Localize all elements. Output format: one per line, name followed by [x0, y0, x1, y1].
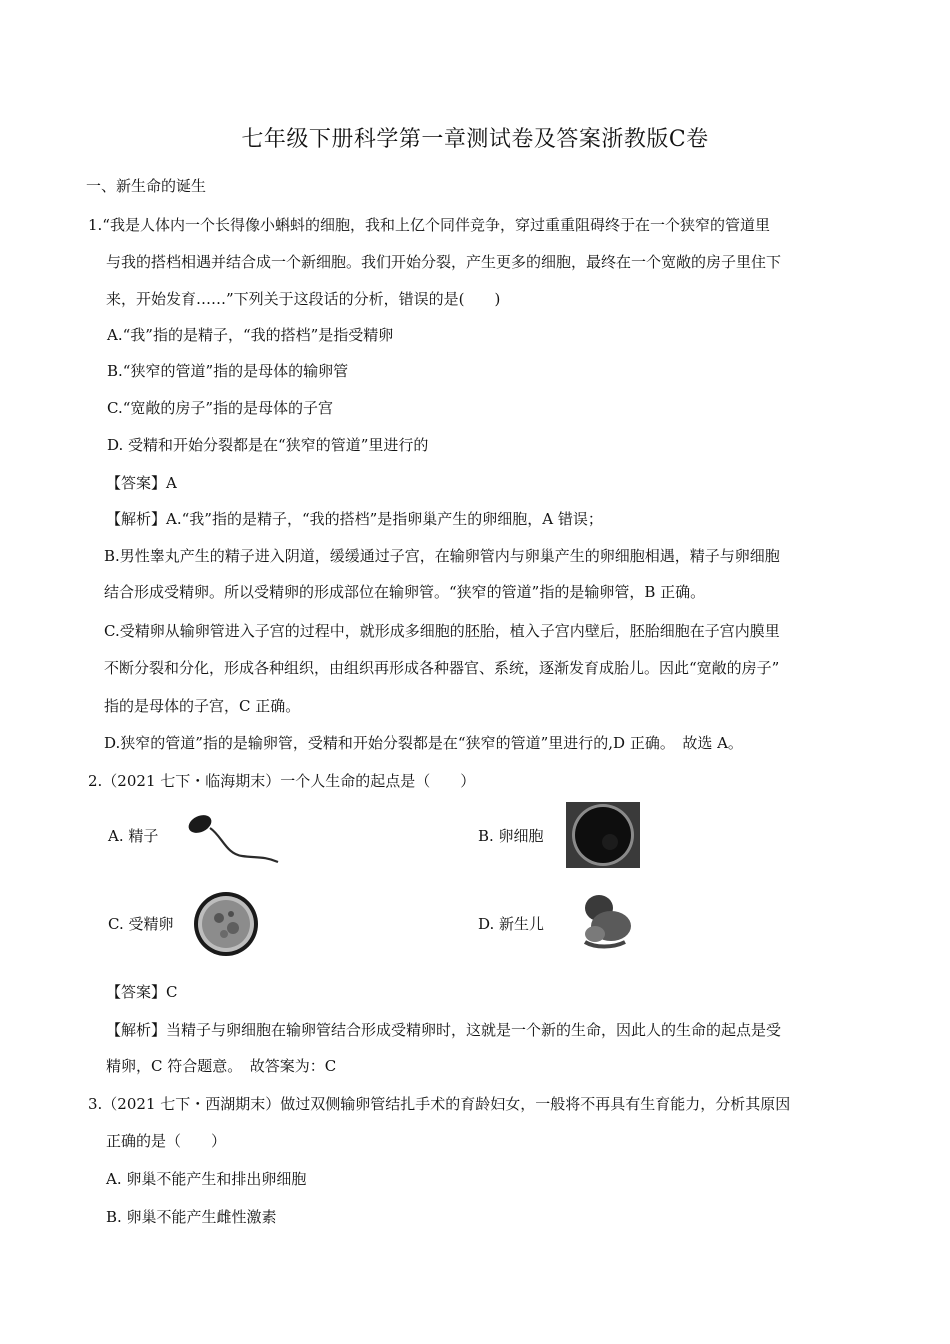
- q1-analysis-line-2: B.男性睾丸产生的精子进入阴道，缓缓通过子宫，在输卵管内与卵巢产生的卵细胞相遇，精子与卵细胞: [104, 547, 780, 565]
- q2-answer: 【答案】C: [106, 983, 178, 1001]
- q2-stem: 2.（2021 七下・临海期末）一个人生命的起点是（ ）: [88, 772, 476, 790]
- q3-option-b: B. 卵巢不能产生雌性激素: [106, 1208, 277, 1226]
- q2-option-d: D. 新生儿: [478, 915, 545, 933]
- q1-analysis-line-3: 结合形成受精卵。所以受精卵的形成部位在输卵管。“狭窄的管道”指的是输卵管，B 正确。: [104, 583, 706, 601]
- q2-analysis-line-1: 【解析】当精子与卵细胞在输卵管结合形成受精卵时，这就是一个新的生命，因此人的生命的起点是受: [106, 1021, 782, 1039]
- newborn-image: [577, 890, 637, 952]
- q1-analysis-line-6: 指的是母体的子宫，C 正确。: [104, 697, 301, 715]
- q1-answer: 【答案】A: [106, 474, 177, 492]
- q1-stem-line-3: 来，开始发育……”下列关于这段话的分析，错误的是( ): [106, 290, 501, 308]
- sperm-image: [180, 806, 280, 866]
- q1-analysis-line-7: D.狭窄的管道”指的是输卵管，受精和开始分裂都是在“狭窄的管道”里进行的,D 正确。 故选 A。: [104, 734, 743, 752]
- section-heading: 一、新生命的诞生: [86, 177, 207, 195]
- egg-cell-image: [566, 802, 640, 868]
- fertilized-egg-image: [189, 890, 263, 958]
- q1-analysis-line-1: 【解析】A.“我”指的是精子，“我的搭档”是指卵巢产生的卵细胞，A 错误；: [106, 510, 603, 528]
- q3-stem-line-1: 3.（2021 七下・西湖期末）做过双侧输卵管结扎手术的育龄妇女，一般将不再具有生育能力，分析其原因: [88, 1095, 791, 1113]
- q1-option-a: A.“我”指的是精子，“我的搭档”是指受精卵: [107, 326, 394, 344]
- q1-option-b: B.“狭窄的管道”指的是母体的输卵管: [107, 362, 349, 380]
- q2-option-b: B. 卵细胞: [478, 827, 544, 845]
- q1-option-c: C.“宽敞的房子”指的是母体的子宫: [107, 399, 334, 417]
- q2-option-c: C. 受精卵: [108, 915, 174, 933]
- q1-option-d: D. 受精和开始分裂都是在“狭窄的管道”里进行的: [107, 436, 429, 454]
- q1-stem-line-1: 1.“我是人体内一个长得像小蝌蚪的细胞，我和上亿个同伴竞争，穿过重重阻碍终于在一个狭窄的管道里: [88, 216, 770, 234]
- q2-option-a: A. 精子: [108, 827, 159, 845]
- q1-analysis-line-5: 不断分裂和分化，形成各种组织，由组织再形成各种器官、系统，逐渐发育成胎儿。因此“宽敞的房子”: [104, 659, 780, 677]
- q3-option-a: A. 卵巢不能产生和排出卵细胞: [106, 1170, 307, 1188]
- q3-stem-line-2: 正确的是（ ）: [106, 1132, 227, 1150]
- q1-analysis-line-4: C.受精卵从输卵管进入子宫的过程中，就形成多细胞的胚胎，植入子宫内壁后，胚胎细胞在子宫内膜里: [104, 622, 780, 640]
- document-title: 七年级下册科学第一章测试卷及答案浙教版C卷: [241, 127, 709, 152]
- q1-stem-line-2: 与我的搭档相遇并结合成一个新细胞。我们开始分裂，产生更多的细胞，最终在一个宽敞的房子里住下: [106, 253, 782, 271]
- q2-analysis-line-2: 精卵，C 符合题意。 故答案为：C: [106, 1057, 337, 1075]
